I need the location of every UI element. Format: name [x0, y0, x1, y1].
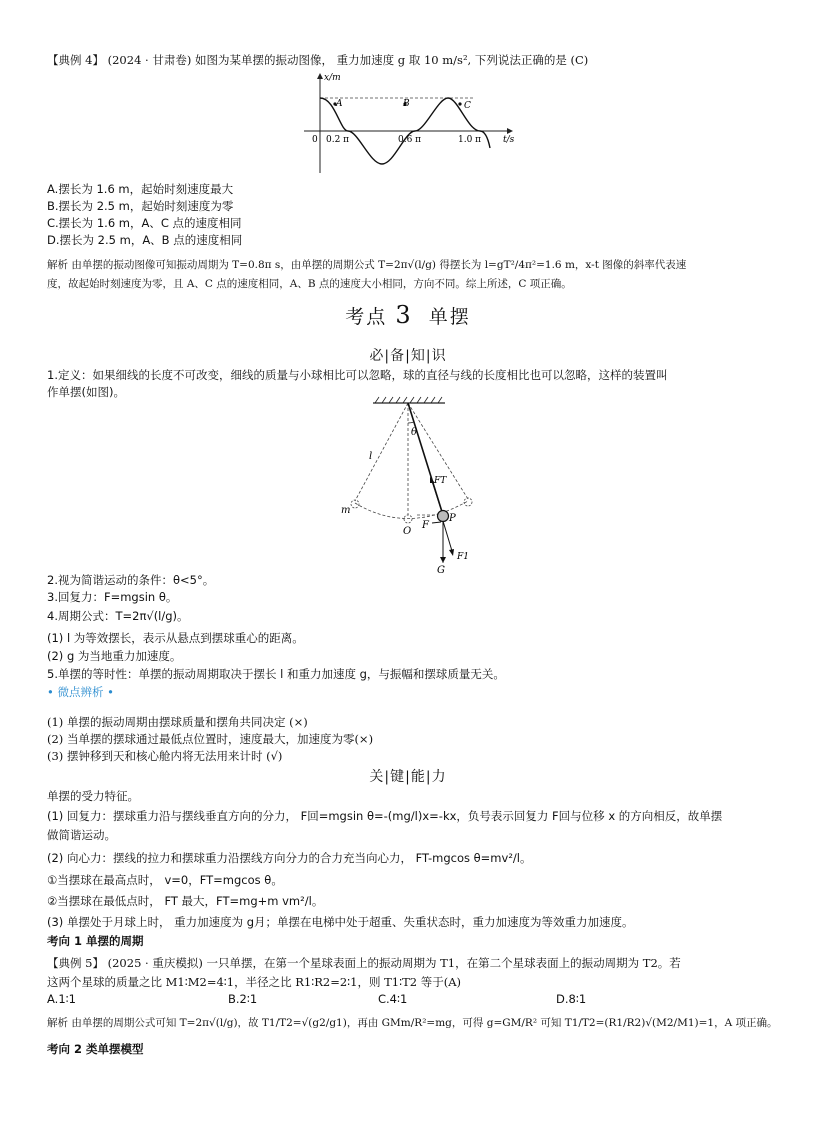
graph-point-b: B: [403, 99, 410, 109]
force-intro: 单摆的受力特征。: [47, 789, 139, 803]
graph-point-a: A: [336, 99, 343, 109]
point-4b: (2) g 为当地重力加速度。: [47, 649, 182, 663]
option-c: C.摆长为 1.6 m，A、C 点的速度相同: [47, 216, 242, 230]
example5-option-a: A.1∶1: [47, 992, 76, 1006]
point-4: 4.周期公式：T=2π√(l/g)。: [47, 609, 189, 623]
ability-title: 关|键|能|力: [369, 769, 447, 785]
label-o: O: [403, 526, 412, 537]
point-3: 3.回复力：F=mgsin θ。: [47, 590, 178, 604]
label-g: G: [437, 565, 445, 575]
direction-1: 考向 1 单摆的周期: [47, 934, 144, 948]
force-r3: (3) 单摆处于月球上时， 重力加速度为 g月；单摆在电梯中处于超重、失重状态时，重力加速度为等效重力加速度。: [47, 915, 634, 929]
label-l: l: [369, 451, 373, 462]
example5-line-1: 【典例 5】 (2025 · 重庆模拟) 一只单摆，在第一个星球表面上的振动周期为 T1，在第二个星球表面上的振动周期为 T2。若: [47, 956, 681, 970]
point-5: 5.单摆的等时性：单摆的振动周期取决于摆长 l 和重力加速度 g，与振幅和摆球质量无关。: [47, 667, 505, 681]
point-2: 2.视为简谐运动的条件：θ<5°。: [47, 573, 215, 587]
direction-2: 考向 2 类单摆模型: [47, 1042, 144, 1056]
option-d: D.摆长为 2.5 m，A、B 点的速度相同: [47, 233, 243, 247]
graph-tick-3: 1.0 π: [458, 135, 482, 145]
section-title: 考点 3 单摆: [345, 301, 471, 329]
force-c2: ②当摆球在最低点时， FT 最大，FT=mg+m vm²/l。: [47, 894, 324, 908]
judgement-3: (3) 摆钟移到天和核心舱内将无法用来计时 (√): [47, 749, 283, 763]
force-c1: ①当摆球在最高点时， v=0，FT=mgcos θ。: [47, 873, 283, 887]
analysis-line-2: 度，故起始时刻速度为零，且 A、C 点的速度相同，A、B 点的速度大小相同，方向不同。综上所述，C 项正确。: [47, 278, 572, 290]
option-a: A.摆长为 1.6 m，起始时刻速度最大: [47, 182, 234, 196]
option-b: B.摆长为 2.5 m，起始时刻速度为零: [47, 199, 234, 213]
vibration-graph: [300, 68, 530, 178]
graph-tick-2: 0.6 π: [398, 135, 422, 145]
label-m: m: [341, 505, 351, 516]
judgement-1: (1) 单摆的振动周期由摆球质量和摆角共同决定 (×): [47, 715, 308, 729]
force-r1: (1) 回复力：摆球重力沿与摆线垂直方向的分力， F回=mgsin θ=-(mg/l)x=-kx，负号表示回复力 F回与位移 x 的方向相反，故单摆: [47, 809, 723, 823]
force-r1b: 做简谐运动。: [47, 828, 116, 842]
definition-line-1: 1.定义：如果细线的长度不可改变，细线的质量与小球相比可以忽略，球的直径与线的长度相比也可以忽略，这样的装置叫: [47, 368, 668, 382]
judgement-2: (2) 当单摆的摆球通过最低点位置时，速度最大，加速度为零(×): [47, 732, 374, 746]
label-theta: θ: [411, 427, 418, 438]
knowledge-title: 必|备|知|识: [369, 348, 447, 364]
label-p: P: [449, 513, 456, 524]
definition-line-2: 作单摆(如图)。: [47, 385, 125, 399]
label-f1: F1: [457, 552, 469, 562]
example5-line-2: 这两个星球的质量之比 M1∶M2=4∶1，半径之比 R1∶R2=2∶1，则 T1∶T2 等于(A): [47, 975, 462, 989]
example5-analysis: 解析 由单摆的周期公式可知 T=2π√(l/g)，故 T1/T2=√(g2/g1)，再由 GMm/R²=mg，可得 g=GM/R² 可知 T1/T2=(R1/R2)√(M2/M1)=1，A 项正确。: [47, 1017, 778, 1029]
graph-tick-1: 0.2 π: [326, 135, 350, 145]
graph-origin: 0: [312, 135, 318, 145]
example5-option-b: B.2∶1: [228, 992, 258, 1006]
example5-option-c: C.4∶1: [378, 992, 408, 1006]
example4-header: 【典例 4】 (2024 · 甘肃卷) 如图为某单摆的振动图像， 重力加速度 g 取 10 m/s², 下列说法正确的是 (C): [47, 53, 589, 67]
graph-x-label: t/s: [503, 135, 515, 145]
label-f: F: [422, 520, 429, 531]
micro-tag: • 微点辨析 •: [47, 685, 114, 699]
graph-y-label: x/m: [324, 73, 341, 83]
pendulum-diagram: [335, 395, 495, 575]
example5-option-d: D.8∶1: [556, 992, 587, 1006]
force-r2: (2) 向心力：摆线的拉力和摆球重力沿摆线方向分力的合力充当向心力， FT-mgcos θ=mv²/l。: [47, 851, 532, 865]
graph-point-c: C: [464, 101, 471, 111]
point-4a: (1) l 为等效摆长，表示从悬点到摆球重心的距离。: [47, 631, 304, 645]
label-ft: FT: [434, 476, 447, 486]
analysis-line-1: 解析 由单摆的振动图像可知振动周期为 T=0.8π s，由单摆的周期公式 T=2π√(l/g) 得摆长为 l=gT²/4π²=1.6 m，x-t 图像的斜率代表速: [47, 259, 687, 271]
